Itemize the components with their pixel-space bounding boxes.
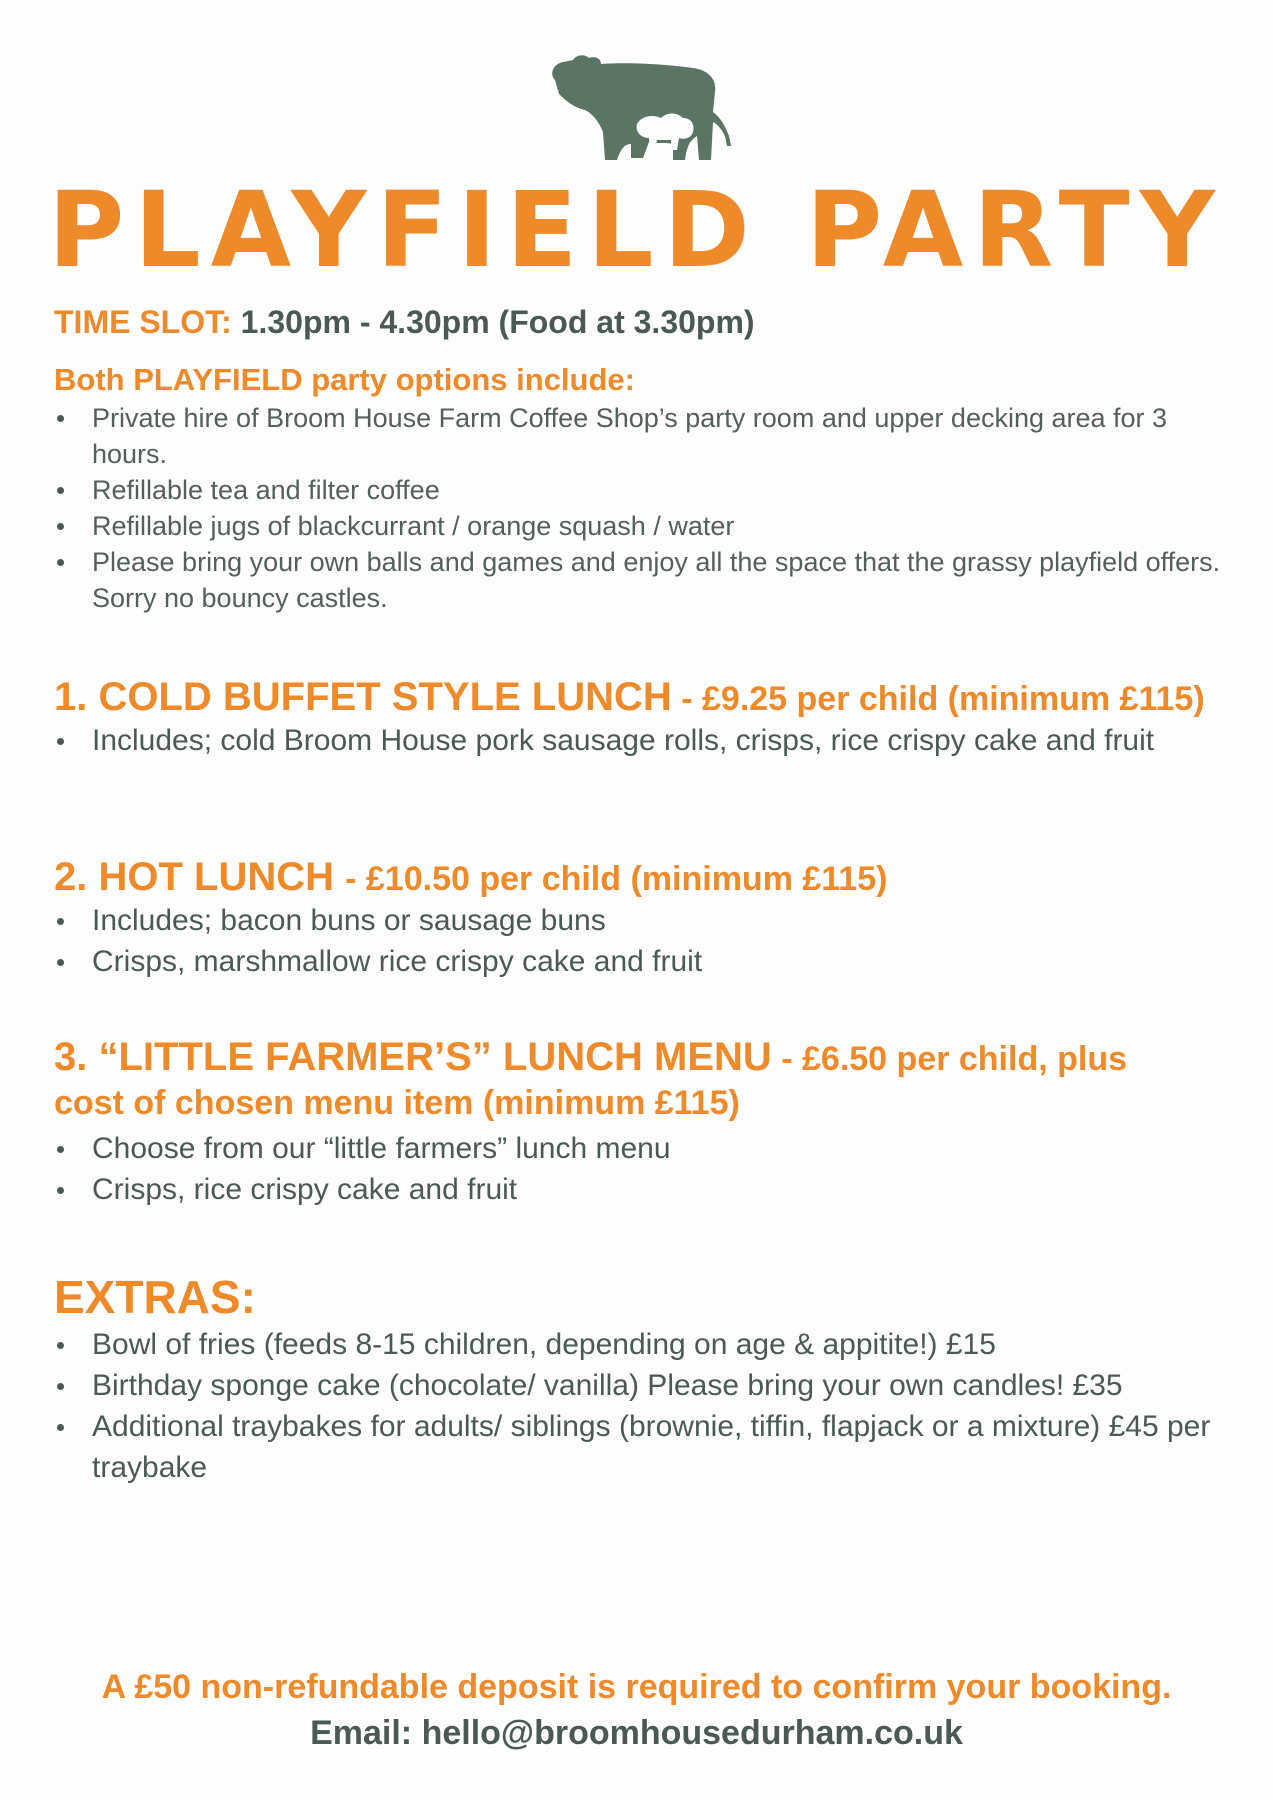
list-item: Crisps, marshmallow rice crispy cake and fruit — [54, 941, 1229, 982]
intro-heading: Both PLAYFIELD party options include: — [54, 362, 635, 397]
time-slot-label: TIME SLOT: — [54, 304, 232, 340]
list-item: Crisps, rice crispy cake and fruit — [54, 1169, 1229, 1210]
intro-list — [54, 400, 1229, 616]
list-item: Includes; cold Broom House pork sausage rolls, crisps, rice crispy cake and fruit — [54, 720, 1229, 761]
option-3-subtitle: cost of chosen menu item (minimum £115) — [54, 1084, 740, 1122]
extras-list — [54, 1324, 1229, 1488]
option-price: - £9.25 per child (minimum £115) — [671, 680, 1205, 718]
list-item: Refillable jugs of blackcurrant / orange squash / water — [54, 508, 1229, 544]
option-title: 3. “LITTLE FARMER’S” LUNCH MENU — [54, 1035, 772, 1079]
list-item: Additional traybakes for adults/ siblings (brownie, tiffin, flapjack or a mixture) £45 per traybake — [54, 1406, 1229, 1488]
option-title: 1. COLD BUFFET STYLE LUNCH — [54, 675, 672, 719]
cow-and-lamb-icon — [545, 52, 733, 168]
page-title: PLAYFIELD PARTY — [48, 169, 1225, 291]
list-item: Refillable tea and filter coffee — [54, 472, 1229, 508]
option-2-heading — [54, 854, 1229, 902]
option-price: - £6.50 per child, plus — [771, 1040, 1128, 1078]
option-3-list — [54, 1128, 1229, 1210]
extras-heading: EXTRAS: — [54, 1271, 256, 1323]
time-slot — [54, 304, 1229, 341]
option-2-list — [54, 900, 1229, 982]
list-item: Includes; bacon buns or sausage buns — [54, 900, 1229, 941]
deposit-notice: A £50 non-refundable deposit is required to confirm your booking. — [101, 1668, 1172, 1706]
option-1-list — [54, 720, 1229, 761]
list-item: Private hire of Broom House Farm Coffee Shop’s party room and upper decking area for 3 hours. — [54, 400, 1229, 472]
option-title: 2. HOT LUNCH — [54, 855, 346, 899]
time-slot-value: 1.30pm - 4.30pm (Food at 3.30pm) — [240, 304, 755, 340]
list-item: Please bring your own balls and games and enjoy all the space that the grassy playfield offers. Sorry no bouncy castles. — [54, 544, 1229, 616]
option-3-heading — [54, 1034, 1229, 1082]
list-item: Bowl of fries (feeds 8-15 children, depending on age & appitite!) £15 — [54, 1324, 1229, 1365]
contact-email: Email: hello@broomhousedurham.co.uk — [310, 1714, 963, 1752]
list-item: Birthday sponge cake (chocolate/ vanilla) Please bring your own candles! £35 — [54, 1365, 1229, 1406]
option-price: - £10.50 per child (minimum £115) — [345, 860, 888, 898]
list-item: Choose from our “little farmers” lunch menu — [54, 1128, 1229, 1169]
option-1-heading — [54, 674, 1229, 722]
